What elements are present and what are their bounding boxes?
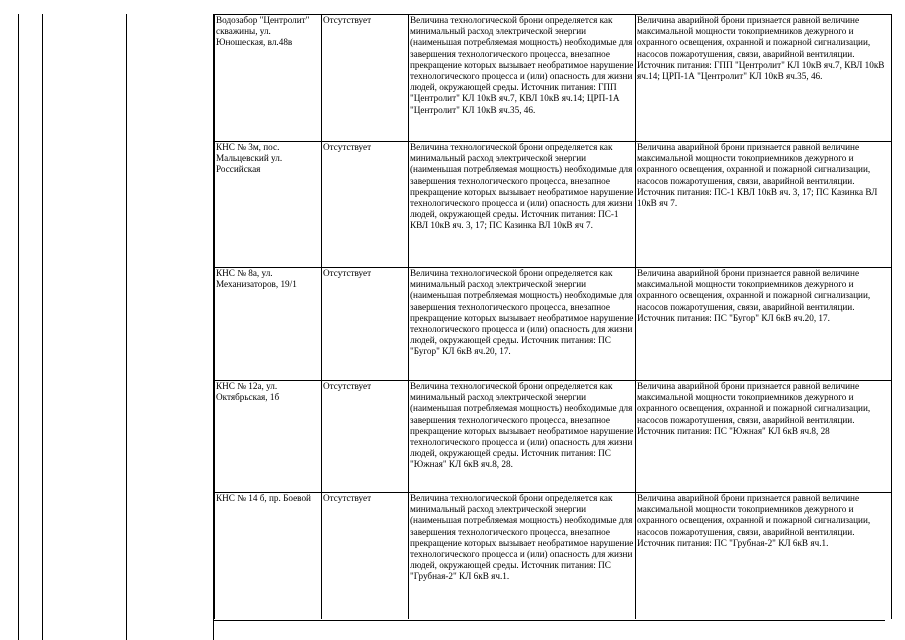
object-cell: КНС № 3м, пос. Мальцевский ул. Российская	[215, 142, 322, 268]
table-row	[215, 142, 892, 268]
technological-reserve-cell: Величина технологической брони определяется как минимальный расход электрической энергии (наименьшая потребляемая мощность) необходимые для завершения технологического процесса, внезапное прекращение которых вызывает необратимое нарушение технологического процесса и (или) опасность для жизни людей, окружающей среды. Источник питания: ПС "Бугор" КЛ 6кВ яч.20, 17.	[409, 268, 636, 381]
object-cell: Водозабор "Центролит" скважины, ул. Юношеская, вл.48в	[215, 15, 322, 142]
table-row	[215, 493, 892, 619]
left-column-border-3	[126, 14, 127, 640]
status-cell: Отсутствует	[322, 493, 409, 619]
table-row	[215, 15, 892, 142]
left-column-border-1	[18, 14, 19, 640]
technological-reserve-cell: Величина технологической брони определяется как минимальный расход электрической энергии (наименьшая потребляемая мощность) необходимые для завершения технологического процесса, внезапное прекращение которых вызывает необратимое нарушение технологического процесса и (или) опасность для жизни людей, окружающей среды. Источник питания: ПС-1 КВЛ 10кВ яч. 3, 17; ПС Казинка ВЛ 10кВ яч 7.	[409, 142, 636, 268]
table-row	[215, 381, 892, 493]
status-cell: Отсутствует	[322, 381, 409, 493]
emergency-reserve-cell: Величина аварийной брони признается равной величине максимальной мощности токоприемников дежурного и охранного освещения, охранной и пожарной сигнализации, насосов пожаротушения, связи, аварийной вентиляции. Источник питания: ГПП "Центролит" КЛ 10кВ яч.7, КВЛ 10кВ яч.14; ЦРП-1А "Центролит" КЛ 10кВ яч.35, 46.	[636, 15, 892, 142]
table-row	[215, 268, 892, 381]
emergency-reserve-cell: Величина аварийной брони признается равной величине максимальной мощности токоприемников дежурного и охранного освещения, охранной и пожарной сигнализации, насосов пожаротушения, связи, аварийной вентиляции. Источник питания: ПС "Бугор" КЛ 6кВ яч.20, 17.	[636, 268, 892, 381]
bottom-rule	[214, 620, 885, 621]
technological-reserve-cell: Величина технологической брони определяется как минимальный расход электрической энергии (наименьшая потребляемая мощность) необходимые для завершения технологического процесса, внезапное прекращение которых вызывает необратимое нарушение технологического процесса и (или) опасность для жизни людей, окружающей среды. Источник питания: ПС "Южная" КЛ 6кВ яч.8, 28.	[409, 381, 636, 493]
status-cell: Отсутствует	[322, 142, 409, 268]
object-cell: КНС № 14 б, пр. Боевой	[215, 493, 322, 619]
object-cell: КНС № 8а, ул. Механизаторов, 19/1	[215, 268, 322, 381]
object-cell: КНС № 12а, ул. Октябрьская, 1б	[215, 381, 322, 493]
left-column-border-2	[42, 14, 43, 640]
emergency-reserve-cell: Величина аварийной брони признается равной величине максимальной мощности токоприемников дежурного и охранного освещения, охранной и пожарной сигнализации, насосов пожаротушения, связи, аварийной вентиляции. Источник питания: ПС-1 КВЛ 10кВ яч. 3, 17; ПС Казинка ВЛ 10кВ яч 7.	[636, 142, 892, 268]
technological-reserve-cell: Величина технологической брони определяется как минимальный расход электрической энергии (наименьшая потребляемая мощность) необходимые для завершения технологического процесса, внезапное прекращение которых вызывает необратимое нарушение технологического процесса и (или) опасность для жизни людей, окружающей среды. Источник питания: ГПП "Центролит" КЛ 10кВ яч.7, КВЛ 10кВ яч.14; ЦРП-1А "Центролит" КЛ 10кВ яч.35, 46.	[409, 15, 636, 142]
reserve-table	[214, 14, 892, 619]
emergency-reserve-cell: Величина аварийной брони признается равной величине максимальной мощности токоприемников дежурного и охранного освещения, охранной и пожарной сигнализации, насосов пожаротушения, связи, аварийной вентиляции. Источник питания: ПС "Грубная-2" КЛ 6кВ яч.1.	[636, 493, 892, 619]
emergency-reserve-cell: Величина аварийной брони признается равной величине максимальной мощности токоприемников дежурного и охранного освещения, охранной и пожарной сигнализации, насосов пожаротушения, связи, аварийной вентиляции. Источник питания: ПС "Южная" КЛ 6кВ яч.8, 28	[636, 381, 892, 493]
technological-reserve-cell: Величина технологической брони определяется как минимальный расход электрической энергии (наименьшая потребляемая мощность) необходимые для завершения технологического процесса, внезапное прекращение которых вызывает необратимое нарушение технологического процесса и (или) опасность для жизни людей, окружающей среды. Источник питания: ПС "Грубная-2" КЛ 6кВ яч.1.	[409, 493, 636, 619]
status-cell: Отсутствует	[322, 268, 409, 381]
status-cell: Отсутствует	[322, 15, 409, 142]
